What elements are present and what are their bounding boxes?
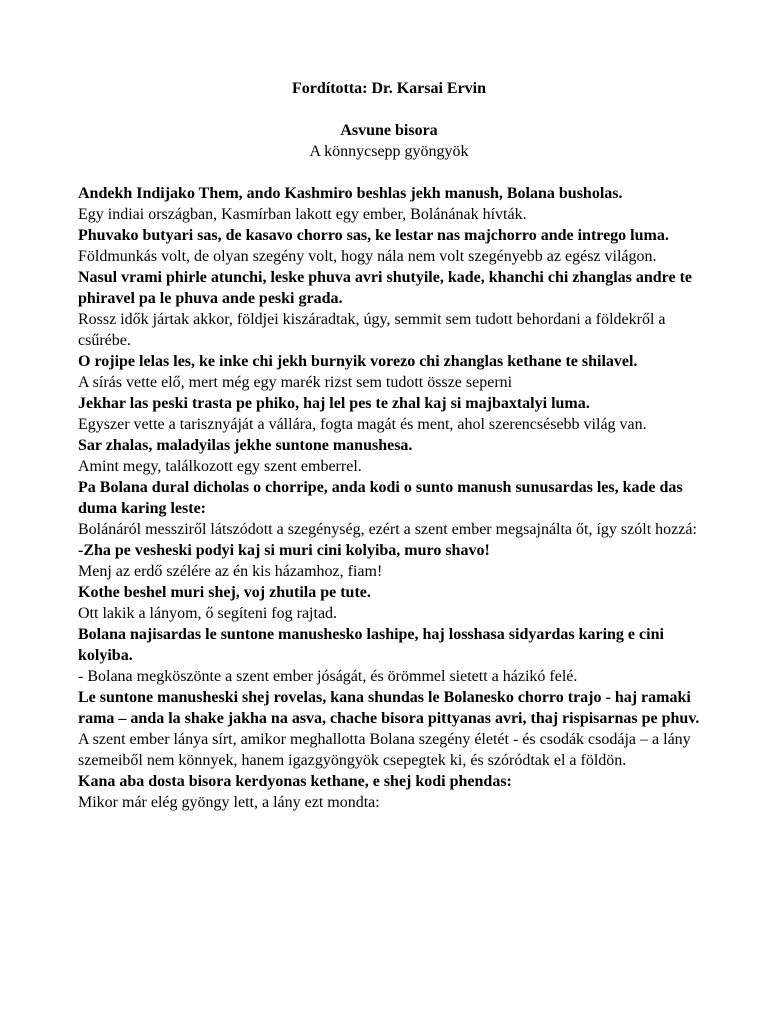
hungarian-paragraph: Egyszer vette a tarisznyáját a vállára, fogta magát és ment, ahol szerencsésebb világ van. [78, 416, 647, 433]
document-page [78, 78, 700, 813]
title-hungarian: A könnycsepp gyöngyök [309, 143, 469, 160]
hungarian-paragraph: Ott lakik a lányom, ő segíteni fog rajtad. [78, 605, 338, 622]
romani-paragraph: Nasul vrami phirle atunchi, leske phuva avri shutyile, kade, khanchi chi zhanglas andre te phiravel pa le phuva ande peski grada. [78, 269, 693, 307]
romani-paragraph: Bolana najisardas le suntone manusheskо lashipe, haj losshasa sidyardas karing e cini kolyiba. [78, 626, 664, 664]
translator-credit: Fordította: Dr. Karsai Ervin [291, 80, 487, 97]
romani-paragraph: Pa Bolana dural dicholas o chorripe, anda kodi o sunto manush sunusardas les, kade das duma karing leste: [78, 479, 683, 517]
romani-paragraph: Le suntone manusheski shej rovelas, kana shundas le Bolanesko chorro trajo - haj ramaki rama – anda la shake jakha na asva, chache bisora pittyanas avri, thaj rispisarnas pe phuv. [78, 689, 700, 727]
romani-paragraph: Jekhar las peski trasta pe phiko, haj lel pes te zhal kaj si majbaxtalyi luma. [78, 395, 590, 412]
hungarian-paragraph: A sírás vette elő, mert még egy marék rizst sem tudott össze seperni [78, 374, 513, 391]
hungarian-paragraph: Bolánáról messziről látszódott a szegénység, ezért a szent ember megsajnálta őt, így szólt hozzá: [78, 521, 697, 538]
hungarian-paragraph: Amint megy, találkozott egy szent emberrel. [78, 458, 362, 475]
hungarian-paragraph: Rossz idők jártak akkor, földjei kiszáradtak, úgy, semmit sem tudott behordani a földekről a csűrébe. [78, 311, 666, 349]
romani-paragraph: Andekh Indijako Them, ando Kashmiro beshlas jekh manush, Bolana busholas. [78, 185, 623, 202]
hungarian-paragraph: A szent ember lánya sírt, amikor meghallotta Bolana szegény életét - és csodák csodája – a lány szemeiből nem könnyek, hanem igazgyöngyök csepegtek ki, és szóródtak el a földön. [78, 731, 691, 769]
romani-paragraph: -Zha pe vesheski podyi kaj si muri cini kolyiba, muro shavo! [78, 542, 490, 559]
hungarian-paragraph: Menj az erdő szélére az én kis házamhoz, fiam! [78, 563, 383, 580]
body-text [78, 183, 700, 813]
title-romani: Asvune bisora [340, 122, 438, 139]
hungarian-paragraph: Mikor már elég gyöngy lett, a lány ezt mondta: [78, 794, 380, 811]
romani-paragraph: O rojipe lelas les, ke inke chi jekh burnyik vorezo chi zhanglas kethane te shilavel. [78, 353, 638, 370]
romani-paragraph: Phuvako butyari sas, de kasavo chorro sas, ke lestar nas majchorro ande intrego luma. [78, 227, 669, 244]
romani-paragraph: Kana aba dosta bisora kerdyonas kethane, e shej kodi phendas: [78, 773, 512, 790]
romani-paragraph: Kothe beshel muri shej, voj zhutila pe tute. [78, 584, 371, 601]
hungarian-paragraph: Egy indiai országban, Kasmírban lakott egy ember, Bolánának hívták. [78, 206, 527, 223]
romani-paragraph: Sar zhalas, maladyilas jekhe suntone manushesa. [78, 437, 413, 454]
hungarian-paragraph: Földmunkás volt, de olyan szegény volt, hogy nála nem volt szegényebb az egész világon. [78, 248, 657, 265]
title-block [78, 120, 700, 162]
hungarian-paragraph: - Bolana megköszönte a szent ember jóságát, és örömmel sietett a házikó felé. [78, 668, 578, 685]
